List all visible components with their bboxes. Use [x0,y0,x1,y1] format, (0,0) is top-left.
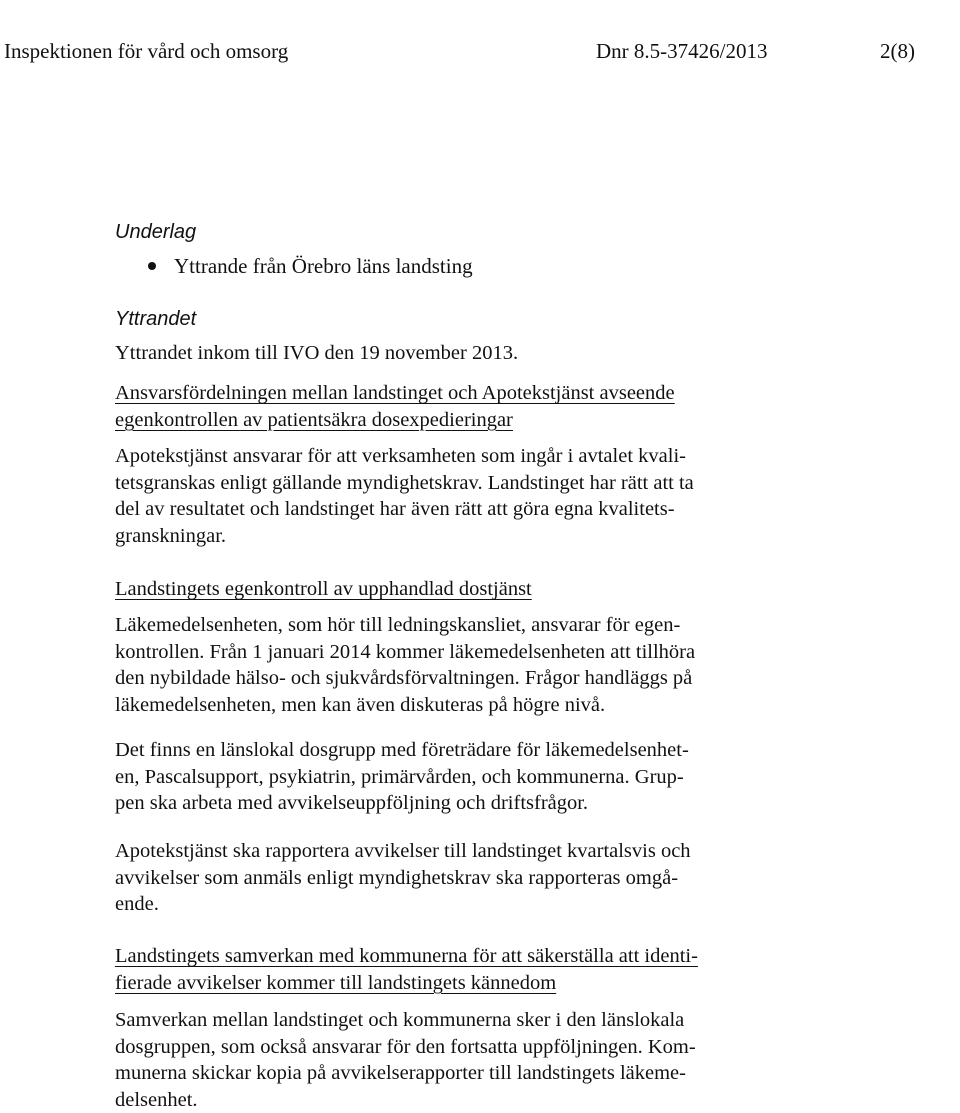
heading-line: fierade avvikelser kommer till landstingets kännedom [115,970,735,997]
bullet-icon [148,262,156,270]
received-text: Yttrandet inkom till IVO den 19 november 2013. [115,340,735,367]
page-number: 2(8) [880,38,915,64]
samverkan-heading [115,943,735,996]
ansvar-paragraph [115,443,735,549]
underlag-list-item [148,253,473,279]
paragraph-line: Apotekstjänst ska rapportera avvikelser till landstinget kvartalsvis och [115,838,735,865]
yttrandet-received [115,340,735,367]
samverkan-paragraph [115,1007,735,1113]
yttrandet-heading: Yttrandet [115,307,196,331]
ansvar-heading [115,380,735,433]
egenkontroll-paragraph-2 [115,737,735,817]
paragraph-line: kontrollen. Från 1 januari 2014 kommer läkemedelsenheten att tillhöra [115,639,735,666]
paragraph-line: munerna skickar kopia på avvikelserapporter till landstingets läkeme- [115,1060,735,1087]
paragraph-line: en, Pascalsupport, psykiatrin, primärvården, och kommunerna. Grup- [115,764,735,791]
paragraph-line: Apotekstjänst ansvarar för att verksamheten som ingår i avtalet kvali- [115,443,735,470]
paragraph-line: Det finns en länslokal dosgrupp med företrädare för läkemedelsenhet- [115,737,735,764]
paragraph-line: tetsgranskas enligt gällande myndighetskrav. Landstinget har rätt att ta [115,470,735,497]
heading-line: Landstingets egenkontroll av upphandlad dostjänst [115,576,735,603]
paragraph-line: den nybildade hälso- och sjukvårdsförvaltningen. Frågor handläggs på [115,665,735,692]
diarienummer: Dnr 8.5-37426/2013 [596,38,768,64]
egenkontroll-paragraph-3 [115,838,735,918]
underlag-heading: Underlag [115,220,196,244]
paragraph-line: läkemedelsenheten, men kan även diskuteras på högre nivå. [115,692,735,719]
paragraph-line: avvikelser som anmäls enligt myndighetskrav ska rapporteras omgå- [115,865,735,892]
paragraph-line: granskningar. [115,523,735,550]
paragraph-line: del av resultatet och landstinget har även rätt att göra egna kvalitets- [115,496,735,523]
paragraph-line: Läkemedelsenheten, som hör till ledningskansliet, ansvarar för egen- [115,612,735,639]
paragraph-line: Samverkan mellan landstinget och kommunerna sker i den länslokala [115,1007,735,1034]
heading-line: Ansvarsfördelningen mellan landstinget och Apotekstjänst avseende [115,380,735,407]
paragraph-line: pen ska arbeta med avvikelseuppföljning och driftsfrågor. [115,790,735,817]
heading-line: Landstingets samverkan med kommunerna för att säkerställa att identi- [115,943,735,970]
paragraph-line: ende. [115,891,735,918]
egenkontroll-heading [115,576,735,603]
organization-name: Inspektionen för vård och omsorg [4,38,288,64]
egenkontroll-paragraph-1 [115,612,735,718]
underlag-item-text: Yttrande från Örebro läns landsting [174,254,473,278]
paragraph-line: dosgruppen, som också ansvarar för den fortsatta uppföljningen. Kom- [115,1034,735,1061]
heading-line: egenkontrollen av patientsäkra dosexpedieringar [115,407,735,434]
paragraph-line: delsenhet. [115,1087,735,1113]
